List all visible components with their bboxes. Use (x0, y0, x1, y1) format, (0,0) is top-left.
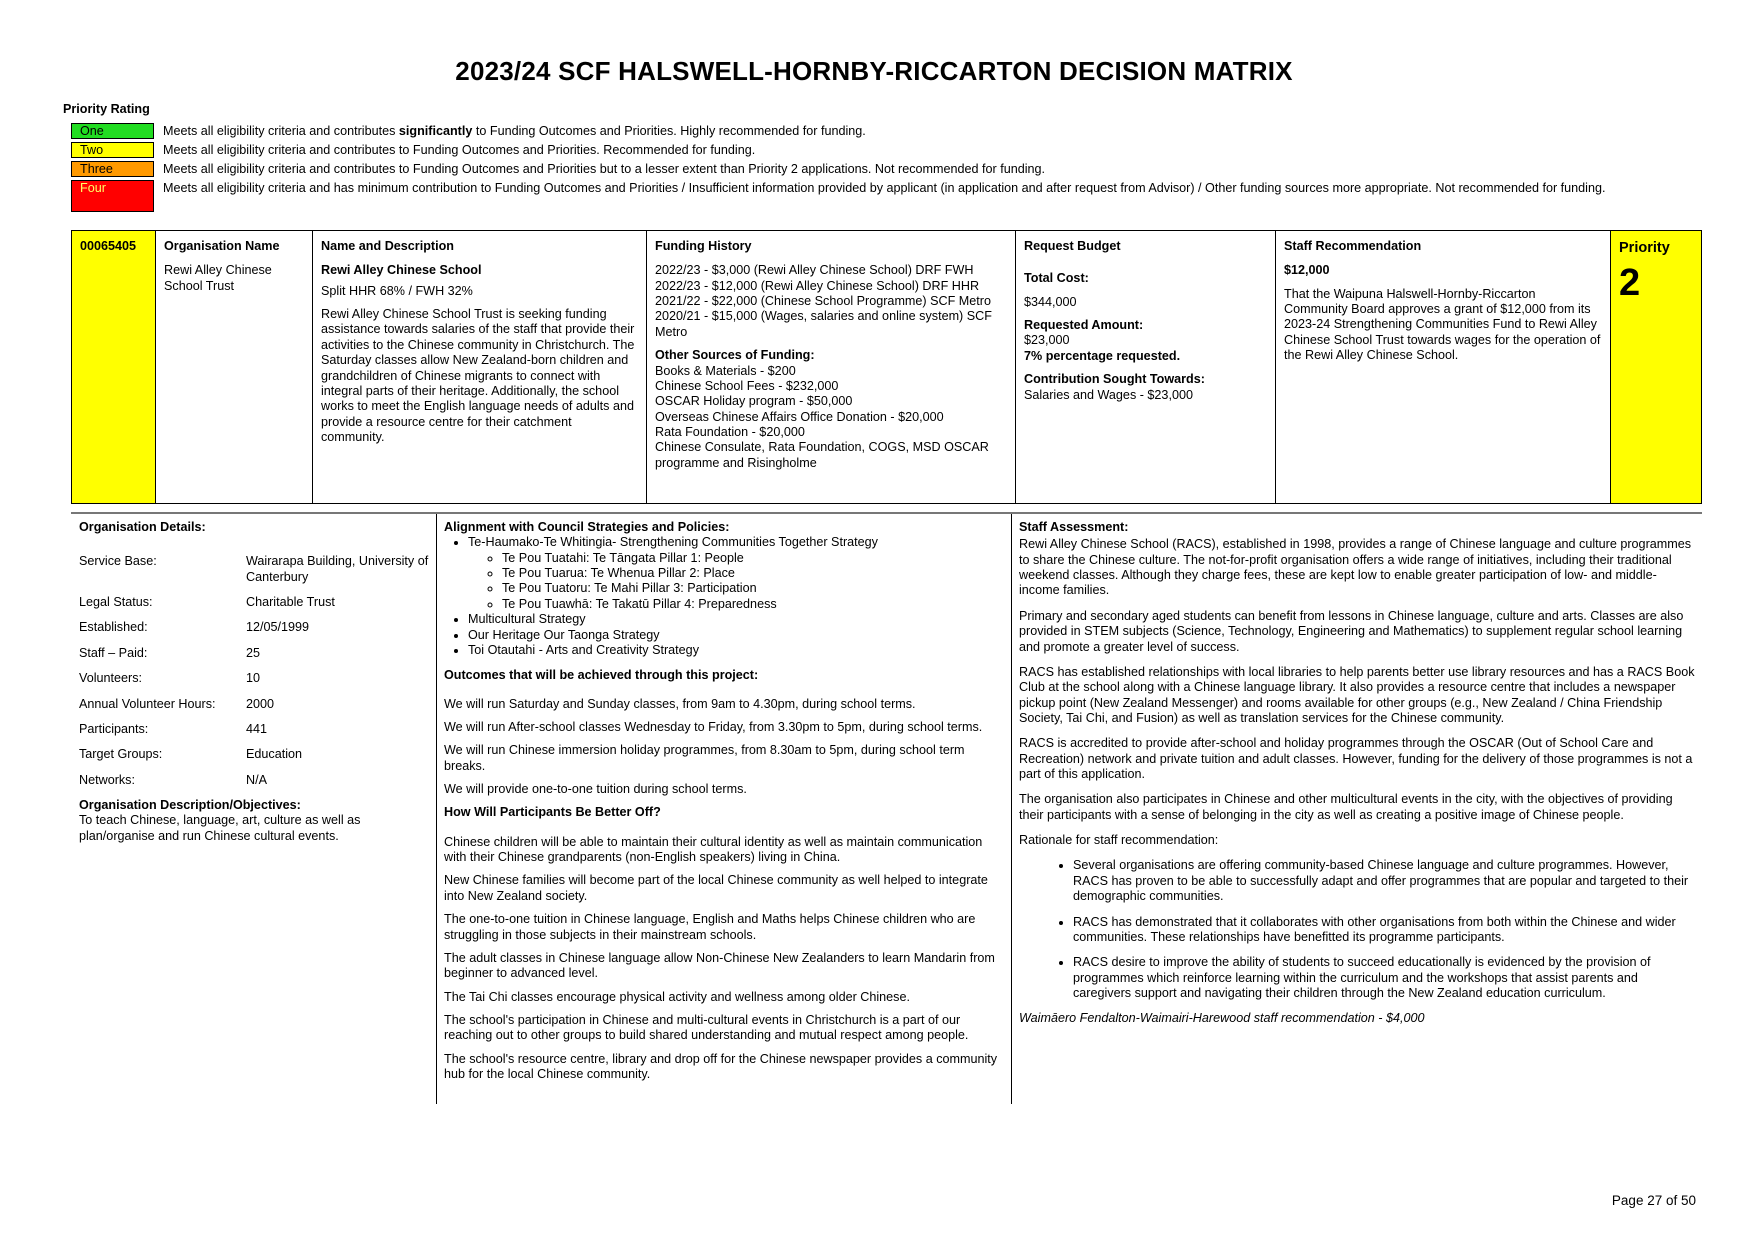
funding-history-item: 2020/21 - $15,000 (Wages, salaries and online system) SCF Metro (655, 309, 992, 339)
priority-value: 2 (1619, 261, 1641, 304)
org-detail-row: Annual Volunteer Hours: 2000 (79, 696, 275, 711)
priority-cell (1611, 231, 1701, 503)
application-table (71, 230, 1702, 504)
strategy-item: • Toi Otautahi - Arts and Creativity Strategy (468, 643, 1004, 658)
column-divider (1011, 514, 1012, 1104)
rationale-item: • RACS has demonstrated that it collaborates with other organisations from both within the Chinese and wider communities. These relationships have benefitted its programme participants. (1073, 915, 1695, 946)
other-source-item: Books & Materials - $200 (655, 363, 796, 378)
outcomes-header: Outcomes that will be achieved through this project: (444, 668, 759, 683)
rating-swatch-one: One (71, 123, 154, 139)
better-off-item: Chinese children will be able to maintain their cultural identity as well as maintain communication with their Chinese grandparents (non-English speakers) living in China. (444, 834, 983, 865)
outcome-item: We will run After-school classes Wednesday to Friday, from 3.30pm to 5pm, during school terms. (444, 719, 983, 734)
rating-swatch-three: Three (71, 161, 154, 177)
priority-header: Priority (1619, 240, 1670, 256)
assessment-paragraph: RACS is accredited to provide after-school and holiday programmes through the OSCAR (Out of School Care and Recreation) network and private tuition and adult classes. However, funding for the delivery of those programmes is not a part of this application. (1019, 736, 1693, 782)
application-id-cell (72, 231, 156, 503)
funding-history-item: 2022/23 - $3,000 (Rewi Alley Chinese School) DRF FWH (655, 263, 974, 278)
org-details-section (79, 520, 429, 844)
org-detail-row: Participants: 441 (79, 721, 268, 736)
assessment-paragraph: The organisation also participates in Chinese and other multicultural events in the city, with the objectives of providing their participants with a sense of belonging in the city as well as creating a positive image of Chinese people. (1019, 792, 1673, 822)
rationale-item: • Several organisations are offering community-based Chinese language and culture programmes. However, RACS has proven to be able to successfully adapt and offer programmes that are popular and targeted to their demographic communities. (1073, 858, 1695, 904)
org-details-header: Organisation Details: (79, 520, 206, 534)
priority-rating-four (71, 180, 154, 212)
org-description: To teach Chinese, language, art, culture as well as plan/organise and run Chinese cultural events. (79, 813, 361, 843)
pillar-item: ◦ Te Pou Tuatoru: Te Mahi Pillar 3: Participation (502, 581, 1004, 596)
org-detail-row: Networks: N/A (79, 772, 267, 787)
strategy-item: • Te-Haumako-Te Whitingia- Strengthening Communities Together Strategy ◦ Te Pou Tuatahi: Te Tāngata Pillar 1: People ◦ Te Pou Tuarua: Te Whenua Pillar 2: Place ◦ Te Pou Tuatoru: Te Mahi Pillar 3: Participation ◦ Te Pou Tuawhā: Te Takatū Pillar 4: Preparedness (468, 535, 1004, 612)
better-off-item: The adult classes in Chinese language allow Non-Chinese New Zealanders to learn Mandarin from beginner to advanced level. (444, 950, 995, 981)
total-cost-value: $344,000 (1024, 294, 1077, 309)
strategy-item: • Our Heritage Our Taonga Strategy (468, 628, 1004, 643)
staff-recommendation-cell (1276, 231, 1611, 503)
rating-swatch-four: Four (71, 180, 154, 212)
better-off-item: The school's resource centre, library and drop off for the Chinese newspaper provides a community hub for the local Chinese community. (444, 1051, 998, 1082)
percentage-requested: 7% percentage requested. (1024, 348, 1181, 363)
strategy-item: • Multicultural Strategy (468, 612, 1004, 627)
project-description: Rewi Alley Chinese School Trust is seeking funding assistance towards salaries of the staff that provide their activities to the Chinese community in Christchurch. The Saturday classes allow New Zealand-born children and grandchildren of Chinese migrants to connect with integral parts of their heritage. Additionally, the school works to meet the English language needs of adults and provide a resource centre for their catchment community. (321, 307, 635, 444)
name-description-cell (313, 231, 647, 503)
org-detail-row: Target Groups: Education (79, 747, 303, 762)
assessment-paragraph: RACS has established relationships with local libraries to help parents better use library resources and has a RACS Book Club at the school along with a Chinese language library. It also provides a resource centre that includes a newspaper pickup point (New Zealand Messenger) and rooms available for other groups (e.g., New Zealand / China Friendship Society, Tai Chi, and Fusion) as well as translation services for the Chinese community. (1019, 664, 1695, 725)
better-off-item: The school's participation in Chinese and multi-cultural events in Christchurch is a part of our reaching out to other groups to build shared understanding and mutual respect among people. (444, 1012, 969, 1043)
org-name-cell (156, 231, 313, 503)
priority-rating-one (71, 123, 154, 139)
rating-desc-four: Meets all eligibility criteria and has minimum contribution to Funding Outcomes and Priorities / Insufficient information provided by applicant (in application and after request from Advisor) / Other funding sources more appropriate. Not recommended for funding. (163, 181, 1606, 195)
rating-desc-two: Meets all eligibility criteria and contributes to Funding Outcomes and Priorities. Recommended for funding. (163, 143, 756, 157)
outcome-item: We will run Saturday and Sunday classes, from 9am to 4.30pm, during school terms. (444, 696, 916, 711)
other-sources-header: Other Sources of Funding: (655, 348, 815, 363)
staff-recommendation-header: Staff Recommendation (1284, 239, 1422, 253)
request-budget-cell (1016, 231, 1276, 503)
org-detail-row: Established: 12/05/1999 (79, 620, 310, 635)
request-budget-header: Request Budget (1024, 239, 1121, 253)
outcome-item: We will run Chinese immersion holiday programmes, from 8.30am to 5pm, during school term breaks. (444, 743, 965, 773)
funding-history-cell (647, 231, 1016, 503)
staff-assessment-header: Staff Assessment: (1019, 520, 1129, 534)
better-off-header: How Will Participants Be Better Off? (444, 805, 661, 820)
assessment-footnote: Waimāero Fendalton-Waimairi-Harewood staff recommendation - $4,000 (1019, 1011, 1425, 1026)
rating-desc-one: Meets all eligibility criteria and contributes significantly to Funding Outcomes and Priorities. Highly recommended for funding. (163, 124, 866, 138)
rationale-item: • RACS desire to improve the ability of students to succeed educationally is evidenced by the provision of programmes which reinforce learning within the curriculum and the workshops that assist parents and caregivers support and navigating their children through the New Zealand education curriculum. (1073, 955, 1695, 1001)
name-description-header: Name and Description (321, 239, 454, 253)
org-detail-row: Staff – Paid: 25 (79, 645, 261, 660)
funding-history-item: 2022/23 - $12,000 (Rewi Alley Chinese School) DRF HHR (655, 278, 980, 293)
contribution-label: Contribution Sought Towards: (1024, 372, 1205, 387)
requested-amount-label: Requested Amount: (1024, 318, 1144, 333)
assessment-paragraph: Rewi Alley Chinese School (RACS), established in 1998, provides a range of Chinese language and culture programmes to share the Chinese culture. The not-for-profit organisation offers a wide range of initiatives, including their traditional weekend classes. Although they charge fees, these are kept low to enable greater participation of low- and middle-income families. (1019, 537, 1692, 598)
contribution-value: Salaries and Wages - $23,000 (1024, 387, 1193, 402)
rating-desc-three: Meets all eligibility criteria and contributes to Funding Outcomes and Priorities but to a lesser extent than Priority 2 applications. Not recommended for funding. (163, 162, 1046, 176)
better-off-item: New Chinese families will become part of the local Chinese community as well helped to integrate into New Zealand society. (444, 873, 988, 903)
org-detail-row: Service Base: Wairarapa Building, University of Canterbury (79, 554, 429, 584)
pillar-item: ◦ Te Pou Tuarua: Te Whenua Pillar 2: Place (502, 566, 1004, 581)
requested-amount-value: $23,000 (1024, 333, 1070, 348)
column-divider (436, 514, 437, 1104)
page-number: Page 27 of 50 (1611, 1193, 1696, 1208)
other-source-item: Chinese Consulate, Rata Foundation, COGS, MSD OSCAR programme and Risingholme (655, 440, 989, 470)
org-name: Rewi Alley Chinese School Trust (164, 263, 272, 293)
org-detail-row: Volunteers: 10 (79, 671, 261, 686)
rationale-label: Rationale for staff recommendation: (1019, 833, 1219, 848)
org-name-header: Organisation Name (164, 239, 280, 253)
better-off-item: The Tai Chi classes encourage physical activity and wellness among older Chinese. (444, 989, 910, 1004)
org-description-header: Organisation Description/Objectives: (79, 797, 301, 812)
other-source-item: Rata Foundation - $20,000 (655, 424, 805, 439)
priority-rating-three (71, 161, 154, 177)
better-off-item: The one-to-one tuition in Chinese language, English and Maths helps Chinese children who are struggling in those subjects in their mainstream schools. (444, 912, 976, 942)
priority-rating-two (71, 142, 154, 158)
other-source-item: Overseas Chinese Affairs Office Donation - $20,000 (655, 409, 944, 424)
other-source-item: OSCAR Holiday program - $50,000 (655, 394, 853, 409)
pillar-item: ◦ Te Pou Tuatahi: Te Tāngata Pillar 1: People (502, 551, 1004, 566)
other-source-item: Chinese School Fees - $232,000 (655, 378, 839, 393)
rating-swatch-two: Two (71, 142, 154, 158)
total-cost-label: Total Cost: (1024, 271, 1089, 286)
page-title: 2023/24 SCF HALSWELL-HORNBY-RICCARTON DECISION MATRIX (455, 56, 1293, 86)
alignment-section (444, 520, 1004, 1090)
section-divider (71, 512, 1702, 514)
alignment-header: Alignment with Council Strategies and Policies: (444, 520, 730, 534)
funding-history-item: 2021/22 - $22,000 (Chinese School Programme) SCF Metro (655, 294, 991, 309)
staff-assessment-section (1019, 520, 1695, 1037)
project-name: Rewi Alley Chinese School (321, 263, 482, 278)
outcome-item: We will provide one-to-one tuition during school terms. (444, 782, 747, 797)
priority-rating-heading: Priority Rating (63, 102, 150, 116)
staff-recommendation-amount: $12,000 (1284, 263, 1330, 278)
staff-recommendation-text: That the Waipuna Halswell-Hornby-Riccarton Community Board approves a grant of $12,000 from its 2023-24 Strengthening Communities Fund to Rewi Alley Chinese School Trust towards wages for the operation of the Rewi Alley Chinese School. (1284, 286, 1601, 363)
funding-history-header: Funding History (655, 239, 752, 253)
org-detail-row: Legal Status: Charitable Trust (79, 595, 335, 610)
application-id: 00065405 (80, 239, 137, 253)
assessment-paragraph: Primary and secondary aged students can benefit from lessons in Chinese language, culture and arts. Classes are also provided in STEM subjects (Science, Technology, Engineering and Mathematics) to supplement regular school learning and promote a greater level of success. (1019, 608, 1684, 654)
split-text: Split HHR 68% / FWH 32% (321, 283, 473, 298)
pillar-item: ◦ Te Pou Tuawhā: Te Takatū Pillar 4: Preparedness (502, 597, 1004, 612)
